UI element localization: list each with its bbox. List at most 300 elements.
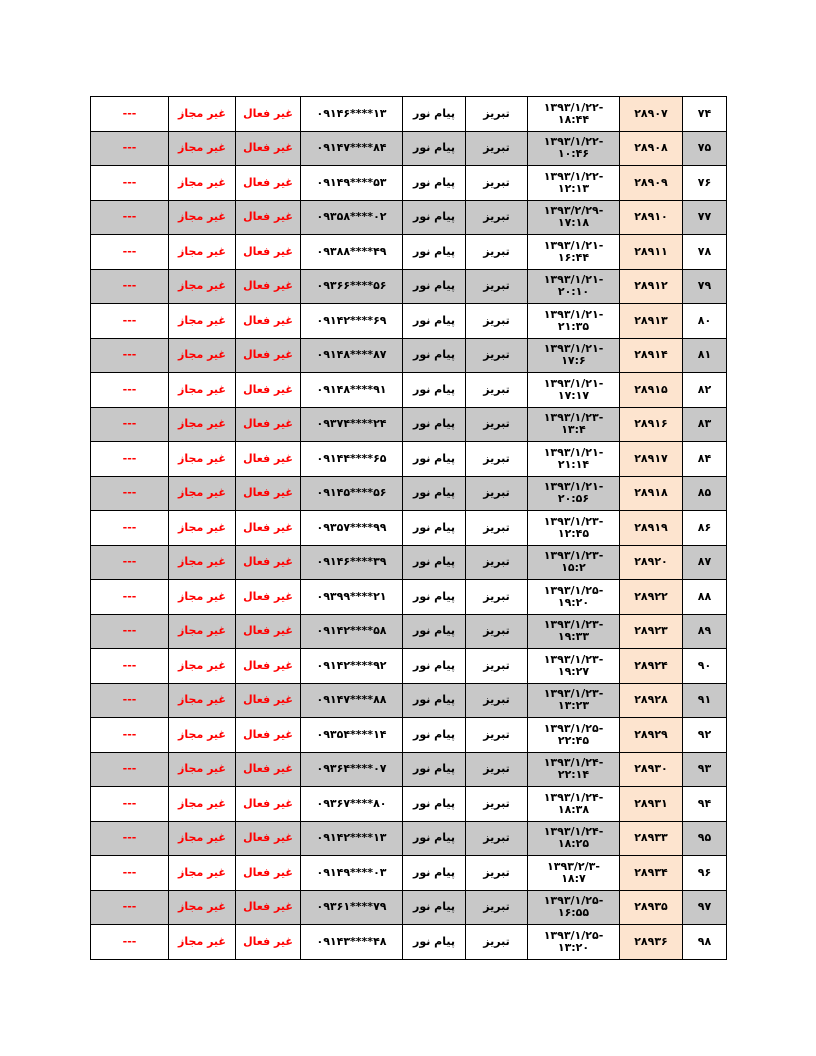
university-cell: پیام نور bbox=[403, 442, 466, 477]
date-line: -۱۳۹۳/۲/۳ bbox=[547, 859, 600, 873]
university-cell: پیام نور bbox=[403, 545, 466, 580]
id-cell: ۲۸۹۱۴ bbox=[620, 338, 683, 373]
note-cell: --- bbox=[91, 304, 169, 339]
date-line: -۱۳۹۳/۱/۲۳ bbox=[543, 618, 604, 632]
note-cell: --- bbox=[91, 200, 169, 235]
city-cell: تبریز bbox=[466, 235, 528, 270]
row-number-cell: ۸۲ bbox=[683, 373, 727, 408]
validity-cell: غیر مجاز bbox=[169, 925, 236, 960]
city-cell: تبریز bbox=[466, 476, 528, 511]
city-cell: تبریز bbox=[466, 752, 528, 787]
university-cell: پیام نور bbox=[403, 718, 466, 753]
status-cell: غیر فعال bbox=[236, 787, 301, 822]
validity-cell: غیر مجاز bbox=[169, 407, 236, 442]
time-line: ۲۱:۳۵ bbox=[557, 319, 590, 333]
note-cell: --- bbox=[91, 407, 169, 442]
validity-cell: غیر مجاز bbox=[169, 787, 236, 822]
city-cell: تبریز bbox=[466, 787, 528, 822]
date-line: -۱۳۹۳/۱/۲۵ bbox=[543, 928, 604, 942]
university-cell: پیام نور bbox=[403, 890, 466, 925]
validity-cell: غیر مجاز bbox=[169, 373, 236, 408]
row-number-cell: ۹۴ bbox=[683, 787, 727, 822]
table-row bbox=[91, 511, 727, 546]
status-cell: غیر فعال bbox=[236, 166, 301, 201]
id-cell: ۲۸۹۲۲ bbox=[620, 580, 683, 615]
date-line: -۱۳۹۳/۱/۲۱ bbox=[543, 238, 604, 252]
status-cell: غیر فعال bbox=[236, 580, 301, 615]
id-cell: ۲۸۹۱۰ bbox=[620, 200, 683, 235]
phone-cell: ۰۹۱۴۵****۵۶ bbox=[301, 476, 403, 511]
phone-cell: ۰۹۱۴۷****۸۴ bbox=[301, 131, 403, 166]
time-line: ۱۷:۱۸ bbox=[557, 216, 590, 230]
row-number-cell: ۹۵ bbox=[683, 821, 727, 856]
status-cell: غیر فعال bbox=[236, 200, 301, 235]
university-cell: پیام نور bbox=[403, 269, 466, 304]
university-cell: پیام نور bbox=[403, 373, 466, 408]
date-cell bbox=[528, 752, 620, 787]
table-row bbox=[91, 269, 727, 304]
table-row bbox=[91, 200, 727, 235]
time-line: ۱۶:۵۵ bbox=[557, 906, 590, 920]
status-cell: غیر فعال bbox=[236, 304, 301, 339]
phone-cell: ۰۹۱۴۳****۴۸ bbox=[301, 925, 403, 960]
city-cell: تبریز bbox=[466, 614, 528, 649]
date-cell bbox=[528, 683, 620, 718]
id-cell: ۲۸۹۱۵ bbox=[620, 373, 683, 408]
id-cell: ۲۸۹۳۶ bbox=[620, 925, 683, 960]
date-cell bbox=[528, 442, 620, 477]
time-line: ۲۲:۱۴ bbox=[557, 768, 590, 782]
id-cell: ۲۸۹۰۸ bbox=[620, 131, 683, 166]
city-cell: تبریز bbox=[466, 338, 528, 373]
time-line: ۱۷:۱۷ bbox=[557, 388, 590, 402]
table-row bbox=[91, 925, 727, 960]
row-number-cell: ۹۰ bbox=[683, 649, 727, 684]
phone-cell: ۰۹۳۵۷****۹۹ bbox=[301, 511, 403, 546]
university-cell: پیام نور bbox=[403, 131, 466, 166]
time-line: ۱۸:۳۸ bbox=[557, 802, 590, 816]
row-number-cell: ۹۸ bbox=[683, 925, 727, 960]
row-number-cell: ۷۸ bbox=[683, 235, 727, 270]
phone-cell: ۰۹۱۴۷****۸۸ bbox=[301, 683, 403, 718]
time-line: ۱۲:۱۳ bbox=[557, 181, 590, 195]
date-cell bbox=[528, 890, 620, 925]
status-cell: غیر فعال bbox=[236, 545, 301, 580]
table-row bbox=[91, 166, 727, 201]
date-cell bbox=[528, 269, 620, 304]
note-cell: --- bbox=[91, 890, 169, 925]
table-row bbox=[91, 476, 727, 511]
id-cell: ۲۸۹۳۱ bbox=[620, 787, 683, 822]
city-cell: تبریز bbox=[466, 407, 528, 442]
id-cell: ۲۸۹۰۹ bbox=[620, 166, 683, 201]
phone-cell: ۰۹۳۹۹****۲۱ bbox=[301, 580, 403, 615]
table-row bbox=[91, 442, 727, 477]
validity-cell: غیر مجاز bbox=[169, 166, 236, 201]
note-cell: --- bbox=[91, 925, 169, 960]
city-cell: تبریز bbox=[466, 718, 528, 753]
note-cell: --- bbox=[91, 373, 169, 408]
note-cell: --- bbox=[91, 787, 169, 822]
phone-cell: ۰۹۱۴۹****۵۳ bbox=[301, 166, 403, 201]
id-cell: ۲۸۹۲۸ bbox=[620, 683, 683, 718]
date-cell bbox=[528, 407, 620, 442]
note-cell: --- bbox=[91, 131, 169, 166]
phone-cell: ۰۹۱۴۴****۶۵ bbox=[301, 442, 403, 477]
validity-cell: غیر مجاز bbox=[169, 97, 236, 132]
date-line: -۱۳۹۳/۲/۲۹ bbox=[543, 204, 604, 218]
university-cell: پیام نور bbox=[403, 97, 466, 132]
note-cell: --- bbox=[91, 442, 169, 477]
id-cell: ۲۸۹۲۳ bbox=[620, 614, 683, 649]
date-cell bbox=[528, 131, 620, 166]
time-line: ۱۰:۴۶ bbox=[557, 147, 590, 161]
phone-cell: ۰۹۳۶۴****۰۷ bbox=[301, 752, 403, 787]
university-cell: پیام نور bbox=[403, 476, 466, 511]
note-cell: --- bbox=[91, 338, 169, 373]
validity-cell: غیر مجاز bbox=[169, 821, 236, 856]
validity-cell: غیر مجاز bbox=[169, 131, 236, 166]
time-line: ۲۰:۵۶ bbox=[557, 492, 590, 506]
table-row bbox=[91, 373, 727, 408]
date-line: -۱۳۹۳/۱/۲۱ bbox=[543, 273, 604, 287]
status-cell: غیر فعال bbox=[236, 235, 301, 270]
date-cell bbox=[528, 856, 620, 891]
note-cell: --- bbox=[91, 821, 169, 856]
validity-cell: غیر مجاز bbox=[169, 856, 236, 891]
date-cell bbox=[528, 97, 620, 132]
city-cell: تبریز bbox=[466, 649, 528, 684]
id-cell: ۲۸۹۲۹ bbox=[620, 718, 683, 753]
status-cell: غیر فعال bbox=[236, 821, 301, 856]
city-cell: تبریز bbox=[466, 545, 528, 580]
time-line: ۱۷:۶ bbox=[561, 354, 586, 368]
id-cell: ۲۸۹۱۱ bbox=[620, 235, 683, 270]
city-cell: تبریز bbox=[466, 890, 528, 925]
validity-cell: غیر مجاز bbox=[169, 752, 236, 787]
note-cell: --- bbox=[91, 718, 169, 753]
city-cell: تبریز bbox=[466, 304, 528, 339]
date-line: -۱۳۹۳/۱/۲۴ bbox=[543, 790, 604, 804]
date-line: -۱۳۹۳/۱/۲۲ bbox=[543, 100, 604, 114]
university-cell: پیام نور bbox=[403, 580, 466, 615]
id-cell: ۲۸۹۲۴ bbox=[620, 649, 683, 684]
row-number-cell: ۹۳ bbox=[683, 752, 727, 787]
university-cell: پیام نور bbox=[403, 683, 466, 718]
id-cell: ۲۸۹۳۵ bbox=[620, 890, 683, 925]
phone-cell: ۰۹۱۴۶****۳۹ bbox=[301, 545, 403, 580]
status-cell: غیر فعال bbox=[236, 269, 301, 304]
university-cell: پیام نور bbox=[403, 407, 466, 442]
note-cell: --- bbox=[91, 580, 169, 615]
records-table bbox=[90, 96, 727, 960]
status-cell: غیر فعال bbox=[236, 856, 301, 891]
table-row bbox=[91, 304, 727, 339]
note-cell: --- bbox=[91, 97, 169, 132]
table-row bbox=[91, 580, 727, 615]
time-line: ۱۳:۴ bbox=[561, 423, 586, 437]
row-number-cell: ۸۴ bbox=[683, 442, 727, 477]
time-line: ۱۹:۲۷ bbox=[557, 664, 590, 678]
city-cell: تبریز bbox=[466, 925, 528, 960]
date-line: -۱۳۹۳/۱/۲۵ bbox=[543, 894, 604, 908]
date-line: -۱۳۹۳/۱/۲۱ bbox=[543, 445, 604, 459]
status-cell: غیر فعال bbox=[236, 131, 301, 166]
table-row bbox=[91, 821, 727, 856]
id-cell: ۲۸۹۱۶ bbox=[620, 407, 683, 442]
time-line: ۱۶:۴۴ bbox=[557, 250, 590, 264]
validity-cell: غیر مجاز bbox=[169, 338, 236, 373]
city-cell: تبریز bbox=[466, 131, 528, 166]
date-line: -۱۳۹۳/۱/۲۳ bbox=[543, 411, 604, 425]
date-line: -۱۳۹۳/۱/۲۳ bbox=[543, 514, 604, 528]
date-cell bbox=[528, 373, 620, 408]
validity-cell: غیر مجاز bbox=[169, 235, 236, 270]
row-number-cell: ۷۵ bbox=[683, 131, 727, 166]
records-body bbox=[91, 97, 727, 960]
city-cell: تبریز bbox=[466, 166, 528, 201]
status-cell: غیر فعال bbox=[236, 338, 301, 373]
city-cell: تبریز bbox=[466, 821, 528, 856]
phone-cell: ۰۹۱۴۸****۹۱ bbox=[301, 373, 403, 408]
phone-cell: ۰۹۳۶۶****۵۶ bbox=[301, 269, 403, 304]
time-line: ۱۲:۴۵ bbox=[557, 526, 590, 540]
validity-cell: غیر مجاز bbox=[169, 614, 236, 649]
table-row bbox=[91, 787, 727, 822]
row-number-cell: ۹۷ bbox=[683, 890, 727, 925]
note-cell: --- bbox=[91, 752, 169, 787]
university-cell: پیام نور bbox=[403, 649, 466, 684]
row-number-cell: ۸۹ bbox=[683, 614, 727, 649]
validity-cell: غیر مجاز bbox=[169, 890, 236, 925]
date-line: -۱۳۹۳/۱/۲۲ bbox=[543, 169, 604, 183]
status-cell: غیر فعال bbox=[236, 511, 301, 546]
note-cell: --- bbox=[91, 614, 169, 649]
row-number-cell: ۷۶ bbox=[683, 166, 727, 201]
status-cell: غیر فعال bbox=[236, 476, 301, 511]
table-row bbox=[91, 752, 727, 787]
row-number-cell: ۷۴ bbox=[683, 97, 727, 132]
table-row bbox=[91, 338, 727, 373]
date-cell bbox=[528, 614, 620, 649]
validity-cell: غیر مجاز bbox=[169, 476, 236, 511]
status-cell: غیر فعال bbox=[236, 718, 301, 753]
table-row bbox=[91, 856, 727, 891]
status-cell: غیر فعال bbox=[236, 649, 301, 684]
date-cell bbox=[528, 925, 620, 960]
row-number-cell: ۹۶ bbox=[683, 856, 727, 891]
date-cell bbox=[528, 821, 620, 856]
phone-cell: ۰۹۳۶۱****۷۹ bbox=[301, 890, 403, 925]
status-cell: غیر فعال bbox=[236, 614, 301, 649]
university-cell: پیام نور bbox=[403, 856, 466, 891]
date-line: -۱۳۹۳/۱/۲۵ bbox=[543, 583, 604, 597]
status-cell: غیر فعال bbox=[236, 890, 301, 925]
time-line: ۱۹:۲۰ bbox=[557, 595, 590, 609]
note-cell: --- bbox=[91, 235, 169, 270]
city-cell: تبریز bbox=[466, 580, 528, 615]
table-row bbox=[91, 407, 727, 442]
table-row bbox=[91, 614, 727, 649]
row-number-cell: ۸۱ bbox=[683, 338, 727, 373]
city-cell: تبریز bbox=[466, 683, 528, 718]
date-line: -۱۳۹۳/۱/۲۴ bbox=[543, 756, 604, 770]
row-number-cell: ۷۹ bbox=[683, 269, 727, 304]
id-cell: ۲۸۹۲۰ bbox=[620, 545, 683, 580]
time-line: ۱۹:۳۳ bbox=[557, 630, 590, 644]
time-line: ۲۱:۱۴ bbox=[557, 457, 590, 471]
date-line: -۱۳۹۳/۱/۲۱ bbox=[543, 480, 604, 494]
phone-cell: ۰۹۳۶۷****۸۰ bbox=[301, 787, 403, 822]
phone-cell: ۰۹۱۴۲****۹۲ bbox=[301, 649, 403, 684]
status-cell: غیر فعال bbox=[236, 683, 301, 718]
university-cell: پیام نور bbox=[403, 304, 466, 339]
row-number-cell: ۸۸ bbox=[683, 580, 727, 615]
table-row bbox=[91, 97, 727, 132]
date-line: -۱۳۹۳/۱/۲۳ bbox=[543, 652, 604, 666]
id-cell: ۲۸۹۳۳ bbox=[620, 821, 683, 856]
status-cell: غیر فعال bbox=[236, 925, 301, 960]
date-cell bbox=[528, 787, 620, 822]
validity-cell: غیر مجاز bbox=[169, 269, 236, 304]
id-cell: ۲۸۹۱۲ bbox=[620, 269, 683, 304]
date-cell bbox=[528, 166, 620, 201]
university-cell: پیام نور bbox=[403, 821, 466, 856]
phone-cell: ۰۹۱۴۲****۶۹ bbox=[301, 304, 403, 339]
date-line: -۱۳۹۳/۱/۲۳ bbox=[543, 549, 604, 563]
time-line: ۲۲:۴۵ bbox=[557, 733, 590, 747]
status-cell: غیر فعال bbox=[236, 442, 301, 477]
university-cell: پیام نور bbox=[403, 235, 466, 270]
time-line: ۱۳:۲۰ bbox=[557, 940, 590, 954]
university-cell: پیام نور bbox=[403, 511, 466, 546]
note-cell: --- bbox=[91, 476, 169, 511]
date-cell bbox=[528, 200, 620, 235]
table-row bbox=[91, 235, 727, 270]
city-cell: تبریز bbox=[466, 373, 528, 408]
date-line: -۱۳۹۳/۱/۲۵ bbox=[543, 721, 604, 735]
row-number-cell: ۸۷ bbox=[683, 545, 727, 580]
note-cell: --- bbox=[91, 269, 169, 304]
city-cell: تبریز bbox=[466, 269, 528, 304]
id-cell: ۲۸۹۳۴ bbox=[620, 856, 683, 891]
id-cell: ۲۸۹۱۹ bbox=[620, 511, 683, 546]
status-cell: غیر فعال bbox=[236, 97, 301, 132]
university-cell: پیام نور bbox=[403, 925, 466, 960]
validity-cell: غیر مجاز bbox=[169, 545, 236, 580]
time-line: ۲۰:۱۰ bbox=[557, 285, 590, 299]
university-cell: پیام نور bbox=[403, 166, 466, 201]
date-line: -۱۳۹۳/۱/۲۱ bbox=[543, 342, 604, 356]
phone-cell: ۰۹۱۴۸****۸۷ bbox=[301, 338, 403, 373]
note-cell: --- bbox=[91, 166, 169, 201]
table-row bbox=[91, 683, 727, 718]
table-row bbox=[91, 649, 727, 684]
city-cell: تبریز bbox=[466, 442, 528, 477]
validity-cell: غیر مجاز bbox=[169, 511, 236, 546]
table-row bbox=[91, 131, 727, 166]
id-cell: ۲۸۹۱۷ bbox=[620, 442, 683, 477]
id-cell: ۲۸۹۰۷ bbox=[620, 97, 683, 132]
date-line: -۱۳۹۳/۱/۲۱ bbox=[543, 376, 604, 390]
date-cell bbox=[528, 304, 620, 339]
validity-cell: غیر مجاز bbox=[169, 649, 236, 684]
university-cell: پیام نور bbox=[403, 338, 466, 373]
date-cell bbox=[528, 511, 620, 546]
university-cell: پیام نور bbox=[403, 787, 466, 822]
date-cell bbox=[528, 235, 620, 270]
university-cell: پیام نور bbox=[403, 200, 466, 235]
validity-cell: غیر مجاز bbox=[169, 442, 236, 477]
city-cell: تبریز bbox=[466, 97, 528, 132]
date-line: -۱۳۹۳/۱/۲۱ bbox=[543, 307, 604, 321]
validity-cell: غیر مجاز bbox=[169, 718, 236, 753]
id-cell: ۲۸۹۱۳ bbox=[620, 304, 683, 339]
city-cell: تبریز bbox=[466, 856, 528, 891]
validity-cell: غیر مجاز bbox=[169, 683, 236, 718]
time-line: ۱۵:۲ bbox=[561, 561, 586, 575]
phone-cell: ۰۹۱۴۲****۱۳ bbox=[301, 821, 403, 856]
phone-cell: ۰۹۳۷۴****۲۴ bbox=[301, 407, 403, 442]
note-cell: --- bbox=[91, 649, 169, 684]
row-number-cell: ۸۶ bbox=[683, 511, 727, 546]
row-number-cell: ۸۵ bbox=[683, 476, 727, 511]
status-cell: غیر فعال bbox=[236, 407, 301, 442]
time-line: ۱۸:۴۴ bbox=[557, 112, 590, 126]
note-cell: --- bbox=[91, 545, 169, 580]
status-cell: غیر فعال bbox=[236, 752, 301, 787]
phone-cell: ۰۹۳۵۴****۱۴ bbox=[301, 718, 403, 753]
time-line: ۱۸:۷ bbox=[561, 871, 586, 885]
university-cell: پیام نور bbox=[403, 752, 466, 787]
row-number-cell: ۹۲ bbox=[683, 718, 727, 753]
date-cell bbox=[528, 476, 620, 511]
row-number-cell: ۹۱ bbox=[683, 683, 727, 718]
city-cell: تبریز bbox=[466, 511, 528, 546]
time-line: ۱۸:۲۵ bbox=[557, 837, 590, 851]
date-cell bbox=[528, 580, 620, 615]
date-cell bbox=[528, 718, 620, 753]
table-row bbox=[91, 545, 727, 580]
row-number-cell: ۸۳ bbox=[683, 407, 727, 442]
note-cell: --- bbox=[91, 511, 169, 546]
date-line: -۱۳۹۳/۱/۲۳ bbox=[543, 687, 604, 701]
city-cell: تبریز bbox=[466, 200, 528, 235]
time-line: ۱۳:۲۳ bbox=[557, 699, 590, 713]
row-number-cell: ۷۷ bbox=[683, 200, 727, 235]
validity-cell: غیر مجاز bbox=[169, 200, 236, 235]
status-cell: غیر فعال bbox=[236, 373, 301, 408]
phone-cell: ۰۹۱۴۶****۱۳ bbox=[301, 97, 403, 132]
date-cell bbox=[528, 545, 620, 580]
validity-cell: غیر مجاز bbox=[169, 580, 236, 615]
table-row bbox=[91, 718, 727, 753]
university-cell: پیام نور bbox=[403, 614, 466, 649]
phone-cell: ۰۹۱۴۹****۰۳ bbox=[301, 856, 403, 891]
date-cell bbox=[528, 649, 620, 684]
validity-cell: غیر مجاز bbox=[169, 304, 236, 339]
phone-cell: ۰۹۱۴۲****۵۸ bbox=[301, 614, 403, 649]
row-number-cell: ۸۰ bbox=[683, 304, 727, 339]
phone-cell: ۰۹۳۵۸****۰۲ bbox=[301, 200, 403, 235]
note-cell: --- bbox=[91, 856, 169, 891]
note-cell: --- bbox=[91, 683, 169, 718]
id-cell: ۲۸۹۳۰ bbox=[620, 752, 683, 787]
date-line: -۱۳۹۳/۱/۲۴ bbox=[543, 825, 604, 839]
id-cell: ۲۸۹۱۸ bbox=[620, 476, 683, 511]
date-line: -۱۳۹۳/۱/۲۲ bbox=[543, 135, 604, 149]
date-cell bbox=[528, 338, 620, 373]
